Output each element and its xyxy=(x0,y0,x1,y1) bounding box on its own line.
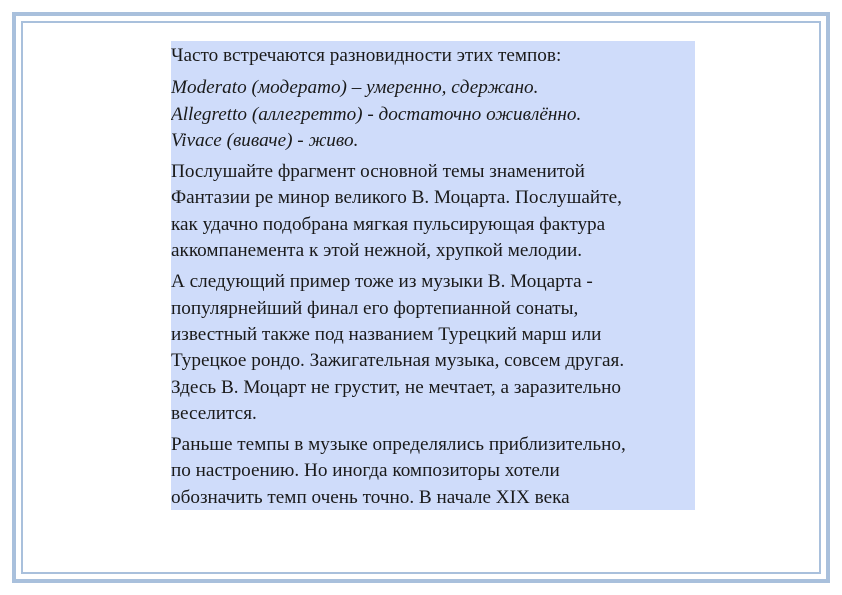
paragraph-line: аккомпанемента к этой нежной, хрупкой мелодии. xyxy=(171,240,583,262)
paragraph-line: Здесь В. Моцарт не грустит, не мечтает, а заразительно xyxy=(171,376,621,398)
tempo-list xyxy=(171,75,695,154)
paragraph-line: известный также под названием Турецкий марш или xyxy=(171,323,602,345)
paragraph-turkish-march xyxy=(171,269,695,427)
paragraph-line: по настроению. Но иногда композиторы хотели xyxy=(171,460,560,482)
paragraph-line: популярнейший финал его фортепианной сонаты, xyxy=(171,297,579,319)
paragraph-fantasia xyxy=(171,159,695,264)
paragraph-line: А следующий пример тоже из музыки В. Моцарта - xyxy=(171,271,593,293)
tempo-allegretto: Allegretto (аллегретто) - достаточно оживлённо. xyxy=(171,103,582,125)
paragraph-line: Послушайте фрагмент основной темы знаменитой xyxy=(171,161,585,183)
paragraph-line: Раньше темпы в музыке определялись приблизительно, xyxy=(171,434,626,456)
paragraph-line: Фантазии ре минор великого В. Моцарта. Послушайте, xyxy=(171,187,622,209)
paragraph-line: веселится. xyxy=(171,402,257,424)
paragraph-line: Турецкое рондо. Зажигательная музыка, совсем другая. xyxy=(171,350,625,372)
paragraph-line: обозначить темп очень точно. В начале XIX века xyxy=(171,486,570,508)
paragraph-line: как удачно подобрана мягкая пульсирующая фактура xyxy=(171,213,606,235)
tempo-moderato: Moderato (модерато) – умеренно, сдержано. xyxy=(171,77,539,99)
paragraph-tempo-history xyxy=(171,432,695,510)
tempo-vivace: Vivace (виваче) - живо. xyxy=(171,129,359,151)
text-box xyxy=(171,41,695,510)
intro-paragraph: Часто встречаются разновидности этих темпов: xyxy=(171,45,562,66)
